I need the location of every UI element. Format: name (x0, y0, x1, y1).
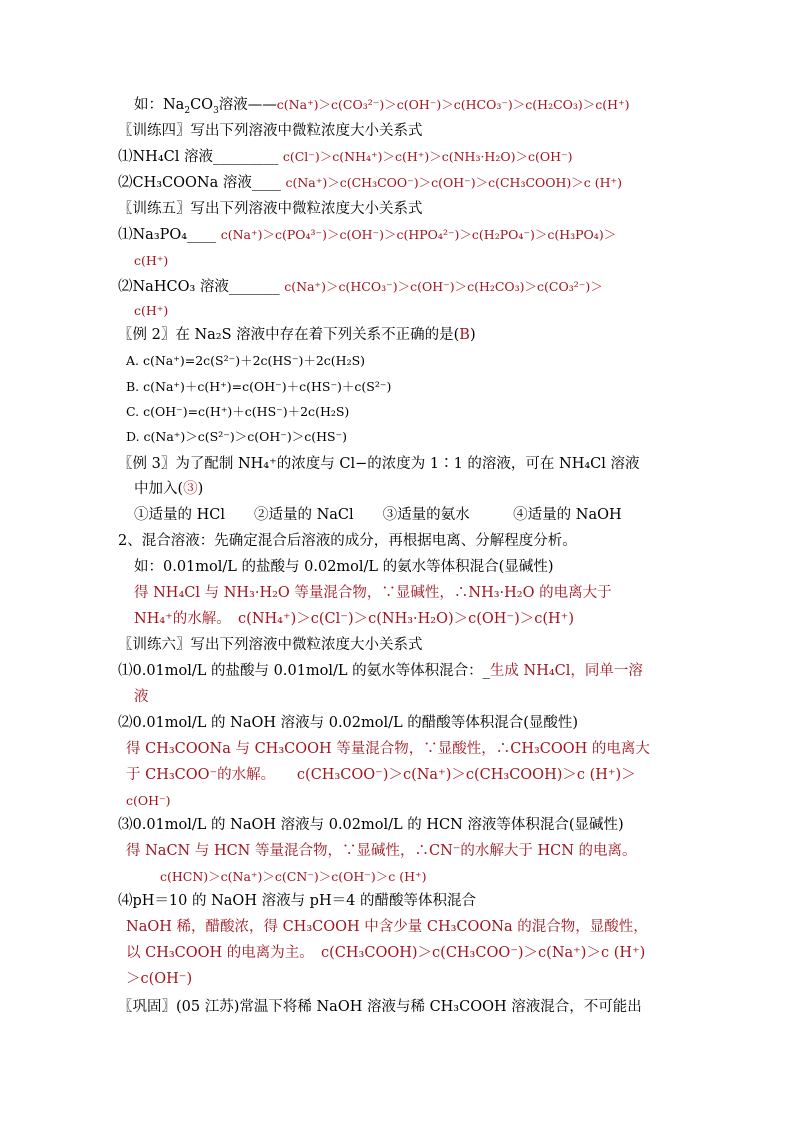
example-na2co3-line: 如：$Na_2CO_3$溶液——c(Na⁺)＞c(CO₃²⁻)＞c(OH⁻)＞c(HCO₃⁻)＞c(H₂CO₃)＞c(H⁺) (134, 97, 630, 116)
training6-item4-question: ⑷pH＝10 的 NaOH 溶液与 pH＝4 的醋酸等体积混合 (118, 893, 476, 909)
example3-answer: ③ (183, 481, 198, 497)
example3-question-end: ) (197, 481, 204, 497)
example3-question-cont-text: 中加入( (134, 481, 184, 497)
example-na2co3-answer: c(Na⁺)＞c(CO₃²⁻)＞c(OH⁻)＞c(HCO₃⁻)＞c(H₂CO₃)＞c(H⁺) (276, 97, 630, 112)
example2-question (118, 324, 684, 346)
training4-item2 (118, 172, 684, 194)
training6-item2-question: ⑵0.01mol/L 的 NaOH 溶液与 0.02mol/L 的醋酸等体积混合(显酸性) (118, 715, 579, 731)
example3-options: ①适量的 HCl ②适量的 NaCl ③适量的氨水 ④适量的 NaOH (134, 507, 622, 523)
training6-item2-answer-line2: 于 CH₃COO⁻的水解。 c(CH₃COO⁻)＞c(Na⁺)＞c(CH₃COOH)＞c (H⁺)＞ (126, 767, 636, 783)
section2-answer-line2: NH₄⁺的水解。 c(NH₄⁺)＞c(Cl⁻)＞c(NH₃·H₂O)＞c(OH⁻)＞c(H⁺) (134, 611, 574, 627)
training6-item1-answer-cont: 液 (134, 689, 149, 705)
training6-item2-answer-line1: 得 CH₃COONa 与 CH₃COOH 等量混合物，∵显酸性，∴CH₃COOH 的电离大 (126, 741, 650, 757)
example3-question: 〖例 3〗为了配制 NH₄⁺的浓度与 Cl−的浓度为 1∶1 的溶液，可在 NH₄Cl 溶液 (118, 456, 640, 472)
section2-answer-line1: 得 NH₄Cl 与 NH₃·H₂O 等量混合物，∵显碱性，∴NH₃·H₂O 的电离大于 (134, 585, 612, 601)
training5-item1 (118, 224, 684, 246)
example2-question-end: ) (469, 327, 476, 343)
example2-option-d: D. c(Na⁺)＞c(S²⁻)＞c(OH⁻)＞c(HS⁻) (126, 429, 348, 444)
training5-item1-question: ⑴Na₃PO₄____ (118, 227, 221, 243)
training6-item1-question: ⑴0.01mol/L 的盐酸与 0.01mol/L 的氨水等体积混合：_ (118, 663, 490, 679)
section2-example: 如：0.01mol/L 的盐酸与 0.02mol/L 的氨水等体积混合(显碱性) (134, 559, 554, 575)
training4-title: 〖训练四〗写出下列溶液中微粒浓度大小关系式 (118, 123, 423, 139)
training5-item2 (118, 276, 684, 298)
example2-option-c: C. c(OH⁻)=c(H⁺)＋c(HS⁻)＋2c(H₂S) (126, 404, 350, 419)
example2-question-text: 〖例 2〗在 Na₂S 溶液中存在着下列关系不正确的是( (118, 327, 460, 343)
training5-item2-answer-cont: c(H⁺) (134, 303, 169, 318)
training5-item2-answer: c(Na⁺)＞c(HCO₃⁻)＞c(OH⁻)＞c(H₂CO₃)＞c(CO₃²⁻)＞ (284, 279, 603, 294)
training6-item1 (118, 660, 684, 682)
training5-item1-answer-cont: c(H⁺) (134, 253, 169, 268)
consolidation-question: 〖巩固〗(05 江苏)常温下将稀 NaOH 溶液与稀 CH₃COOH 溶液混合，不可能出 (118, 999, 642, 1015)
training6-item1-answer: 生成 NH₄Cl，同单一溶 (489, 663, 643, 679)
training4-item2-answer: c(Na⁺)＞c(CH₃COO⁻)＞c(OH⁻)＞c(CH₃COOH)＞c (H⁺) (285, 175, 623, 190)
training6-item3-answer-line1: 得 NaCN 与 HCN 等量混合物，∵显碱性，∴CN⁻的水解大于 HCN 的电离。 (126, 843, 637, 859)
training4-item2-question: ⑵CH₃COONa 溶液____ (118, 175, 286, 191)
training6-item2-answer-line3: c(OH⁻) (126, 793, 171, 808)
training5-item2-question: ⑵NaHCO₃ 溶液_______ (118, 279, 285, 295)
example2-answer: B (459, 327, 470, 343)
training5-title: 〖训练五〗写出下列溶液中微粒浓度大小关系式 (118, 201, 423, 217)
training5-item1-answer: c(Na⁺)＞c(PO₄³⁻)＞c(OH⁻)＞c(HPO₄²⁻)＞c(H₂PO₄⁻)＞c(H₃PO₄)＞ (220, 227, 617, 242)
example3-question-cont (134, 478, 684, 500)
training4-item1 (118, 146, 684, 168)
training4-item1-question: ⑴NH₄Cl 溶液_________ (118, 149, 283, 165)
training6-item3-question: ⑶0.01mol/L 的 NaOH 溶液与 0.02mol/L 的 HCN 溶液等体积混合(显碱性) (118, 817, 624, 833)
example2-option-b: B. c(Na⁺)＋c(H⁺)=c(OH⁻)＋c(HS⁻)＋c(S²⁻) (126, 379, 392, 394)
training4-item1-answer: c(Cl⁻)＞c(NH₄⁺)＞c(H⁺)＞c(NH₃·H₂O)＞c(OH⁻) (282, 149, 573, 164)
training6-item3-answer-line2: c(HCN)＞c(Na⁺)＞c(CN⁻)＞c(OH⁻)＞c (H⁺) (160, 869, 427, 884)
training6-item4-answer-line2: 以 CH₃COOH 的电离为主。 c(CH₃COOH)＞c(CH₃COO⁻)＞c(Na⁺)＞c (H⁺) (126, 945, 646, 961)
section2-title: 2、混合溶液：先确定混合后溶液的成分，再根据电离、分解程度分析。 (118, 533, 577, 549)
training6-item4-answer-line1: NaOH 稀，醋酸浓，得 CH₃COOH 中含少量 CH₃COONa 的混合物，显酸性， (126, 919, 648, 935)
training6-item4-answer-line3: ＞c(OH⁻) (126, 971, 193, 987)
example2-option-a: A. c(Na⁺)=2c(S²⁻)＋2c(HS⁻)＋2c(H₂S) (126, 353, 366, 368)
training6-title: 〖训练六〗写出下列溶液中微粒浓度大小关系式 (118, 637, 423, 653)
